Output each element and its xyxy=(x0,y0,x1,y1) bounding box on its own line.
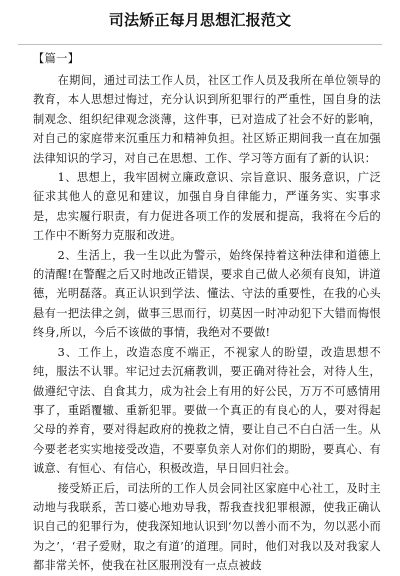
paragraph-life: 2、生活上，我一生以此为警示，始终保持着这种法律和道德上的清醒!在警醒之后又时地改正错误，要求自己做人必须有良知，讲道德，光明磊落。真正认识到学法、懂法、守法的重要性，在我的心头悬有一把法律之剑，做事三思而行，切莫因一时冲动犯下大错而悔恨终身,所以，今后不该做的事情，我绝对不要做! xyxy=(33,248,381,340)
section-label: 【篇一】 xyxy=(33,52,80,65)
paragraph-work: 3、工作上，改造态度不端正，不视家人的盼望，改造思想不纯，服法不认罪。牢记过去沉痛教训，要正确对待社会，对待人生，做遵纪守法、自食其力，成为社会上有用的好公民，万万不可感情用事了，重蹈覆辙、重新犯罪。要做一个真正的有良心的人，要对得起父母的养育，要对得起政府的挽救之情，要让自己不白白活一生。从今要老老实实地接受改造，不要辜负亲人对你们的期盼，要真心、有诚意、有恒心、有信心，积极改造，早日回归社会。 xyxy=(33,345,381,476)
paragraph-thought: 1、思想上，我牢固树立廉政意识、宗旨意识、服务意识，广泛征求其他人的意见和建议，加强自身自律能力，严谨务实、实事求是，忠实履行职责，有力促进各项工作的发展和提高，我将在今后的工作中不断努力克服和改进。 xyxy=(33,171,381,243)
document-title: 司法矫正每月思想汇报范文 xyxy=(108,11,292,29)
paragraph-intro: 在期间，通过司法工作人员，社区工作人员及我所在单位领导的教育，本人思想过悔过，充分认识到所犯罪行的严重性，国自身的法制观念、组织纪律观念淡薄，这件事，已对造成了社会不好的影响，对自己的家庭带来沉重压力和精神负担。社区矫正期间我一直在加强法律知识的学习，对自己在思想、工作、学习等方面有了新的认识： xyxy=(33,74,381,165)
paragraph-correction: 接受矫正后，司法所的工作人员会同社区家庭中心社工，及时主动地与我联系，苦口婆心地劝导我，帮我查找犯罪根源，使我正确认识自己的犯罪行为，使我深知地认识到‘勿以善小而不为，勿以恶小而为之’，‘君子爱财，取之有道’的道理。同时，他们对我以及对我家人都非常关怀，使我在社区服刑没有一点点被歧 xyxy=(33,481,381,573)
title-divider xyxy=(18,44,382,45)
document-body xyxy=(33,71,381,576)
